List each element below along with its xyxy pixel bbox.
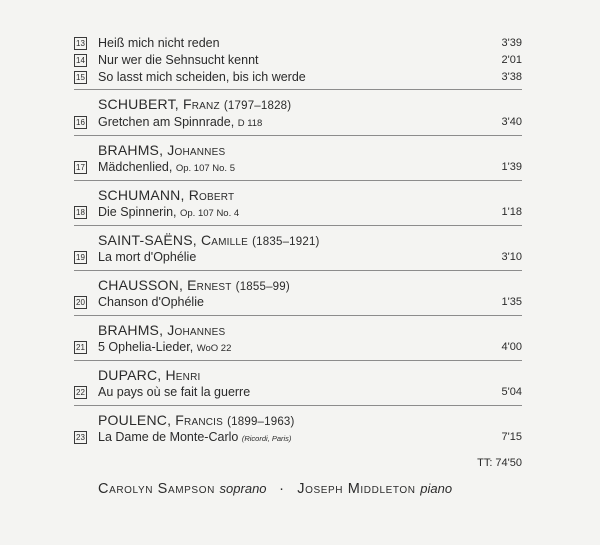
divider — [74, 180, 522, 181]
divider — [74, 89, 522, 90]
composer-dates: (1797–1828) — [223, 100, 292, 112]
track-title: Au pays où se fait la guerre — [98, 385, 251, 399]
track-title: Nur wer die Sehnsucht kennt — [98, 53, 259, 67]
track-title: Heiß mich nicht reden — [98, 36, 220, 50]
track-duration: 3'39 — [501, 37, 522, 49]
composer-surname: DUPARC, — [98, 367, 162, 383]
track-duration: 5'04 — [501, 386, 522, 398]
track-number: 18 — [74, 206, 87, 219]
composer-surname: CHAUSSON, — [98, 277, 184, 293]
track-title-text: Gretchen am Spinnrade, — [98, 115, 235, 129]
composer-heading — [98, 412, 295, 431]
track-row — [74, 160, 522, 176]
track-title-text: Die Spinnerin, — [98, 205, 177, 219]
track-row — [74, 205, 522, 221]
track-title-text: 5 Ophelia-Lieder, — [98, 340, 194, 354]
track-title: La mort d'Ophélie — [98, 250, 197, 264]
track-number: 14 — [74, 54, 87, 67]
track-row — [74, 340, 522, 356]
composer-heading — [98, 142, 225, 159]
track-number: 13 — [74, 37, 87, 50]
composer-firstname: Camille — [200, 232, 249, 248]
track-duration: 1'35 — [501, 296, 522, 308]
track-duration: 1'39 — [501, 161, 522, 173]
track-catalogue: D 118 — [237, 118, 263, 129]
composer-firstname: Johannes — [167, 142, 226, 158]
composer-dates: (1855–99) — [235, 281, 290, 293]
composer-dates: (1899–1963) — [227, 416, 295, 428]
composer-heading — [98, 96, 291, 115]
track-title-text: Mädchenlied, — [98, 160, 173, 174]
composer-heading — [98, 322, 225, 339]
track-row — [74, 430, 522, 446]
track-duration: 7'15 — [501, 431, 522, 443]
composer-surname: SCHUBERT, — [98, 96, 179, 112]
track-row — [74, 115, 522, 131]
track-title — [98, 205, 239, 221]
composer-dates: (1835–1921) — [252, 236, 320, 248]
track-number: 23 — [74, 431, 87, 444]
performer-role: piano — [420, 481, 453, 496]
track-duration: 3'38 — [501, 71, 522, 83]
composer-heading — [98, 367, 200, 384]
composer-firstname: Francis — [175, 412, 224, 428]
divider — [74, 405, 522, 406]
composer-surname: BRAHMS, — [98, 322, 164, 338]
track-row — [74, 36, 522, 52]
composer-firstname: Franz — [183, 96, 220, 112]
track-title: Chanson d'Ophélie — [98, 295, 204, 309]
performer-name: Carolyn Sampson — [98, 481, 215, 497]
composer-heading — [98, 187, 234, 204]
composer-surname: POULENC, — [98, 412, 172, 428]
divider — [74, 360, 522, 361]
track-number: 17 — [74, 161, 87, 174]
composer-firstname: Johannes — [167, 322, 226, 338]
track-duration: 2'01 — [501, 54, 522, 66]
track-title-text: La Dame de Monte-Carlo — [98, 430, 239, 444]
composer-heading — [98, 232, 320, 251]
track-number: 20 — [74, 296, 87, 309]
track-title — [98, 115, 262, 131]
divider — [74, 225, 522, 226]
performer-role: soprano — [219, 481, 267, 496]
composer-surname: SAINT-SAËNS, — [98, 232, 197, 248]
track-number: 15 — [74, 71, 87, 84]
track-row — [74, 295, 522, 311]
track-title: So lasst mich scheiden, bis ich werde — [98, 70, 306, 84]
track-row — [74, 250, 522, 266]
separator-dot: · — [279, 481, 285, 497]
track-title — [98, 160, 235, 176]
track-catalogue: Op. 107 No. 4 — [180, 208, 240, 219]
track-number: 21 — [74, 341, 87, 354]
track-publisher: (Ricordi, Paris) — [241, 434, 292, 443]
performer-name: Joseph Middleton — [297, 481, 416, 497]
track-number: 22 — [74, 386, 87, 399]
composer-firstname: Robert — [188, 187, 235, 203]
total-time: TT: 74'50 — [477, 457, 522, 469]
composer-firstname: Ernest — [187, 277, 232, 293]
divider — [74, 315, 522, 316]
composer-firstname: Henri — [165, 367, 201, 383]
track-title — [98, 340, 231, 356]
track-row — [74, 53, 522, 69]
track-row — [74, 385, 522, 401]
divider — [74, 135, 522, 136]
composer-heading — [98, 277, 290, 296]
divider — [74, 270, 522, 271]
composer-surname: BRAHMS, — [98, 142, 164, 158]
track-row — [74, 70, 522, 86]
track-catalogue: WoO 22 — [196, 343, 232, 354]
track-number: 16 — [74, 116, 87, 129]
track-duration: 3'10 — [501, 251, 522, 263]
composer-surname: SCHUMANN, — [98, 187, 185, 203]
track-title — [98, 430, 291, 446]
track-catalogue: Op. 107 No. 5 — [175, 163, 235, 174]
performer-credits — [98, 480, 538, 498]
track-duration: 1'18 — [501, 206, 522, 218]
track-number: 19 — [74, 251, 87, 264]
track-duration: 4'00 — [501, 341, 522, 353]
track-duration: 3'40 — [501, 116, 522, 128]
